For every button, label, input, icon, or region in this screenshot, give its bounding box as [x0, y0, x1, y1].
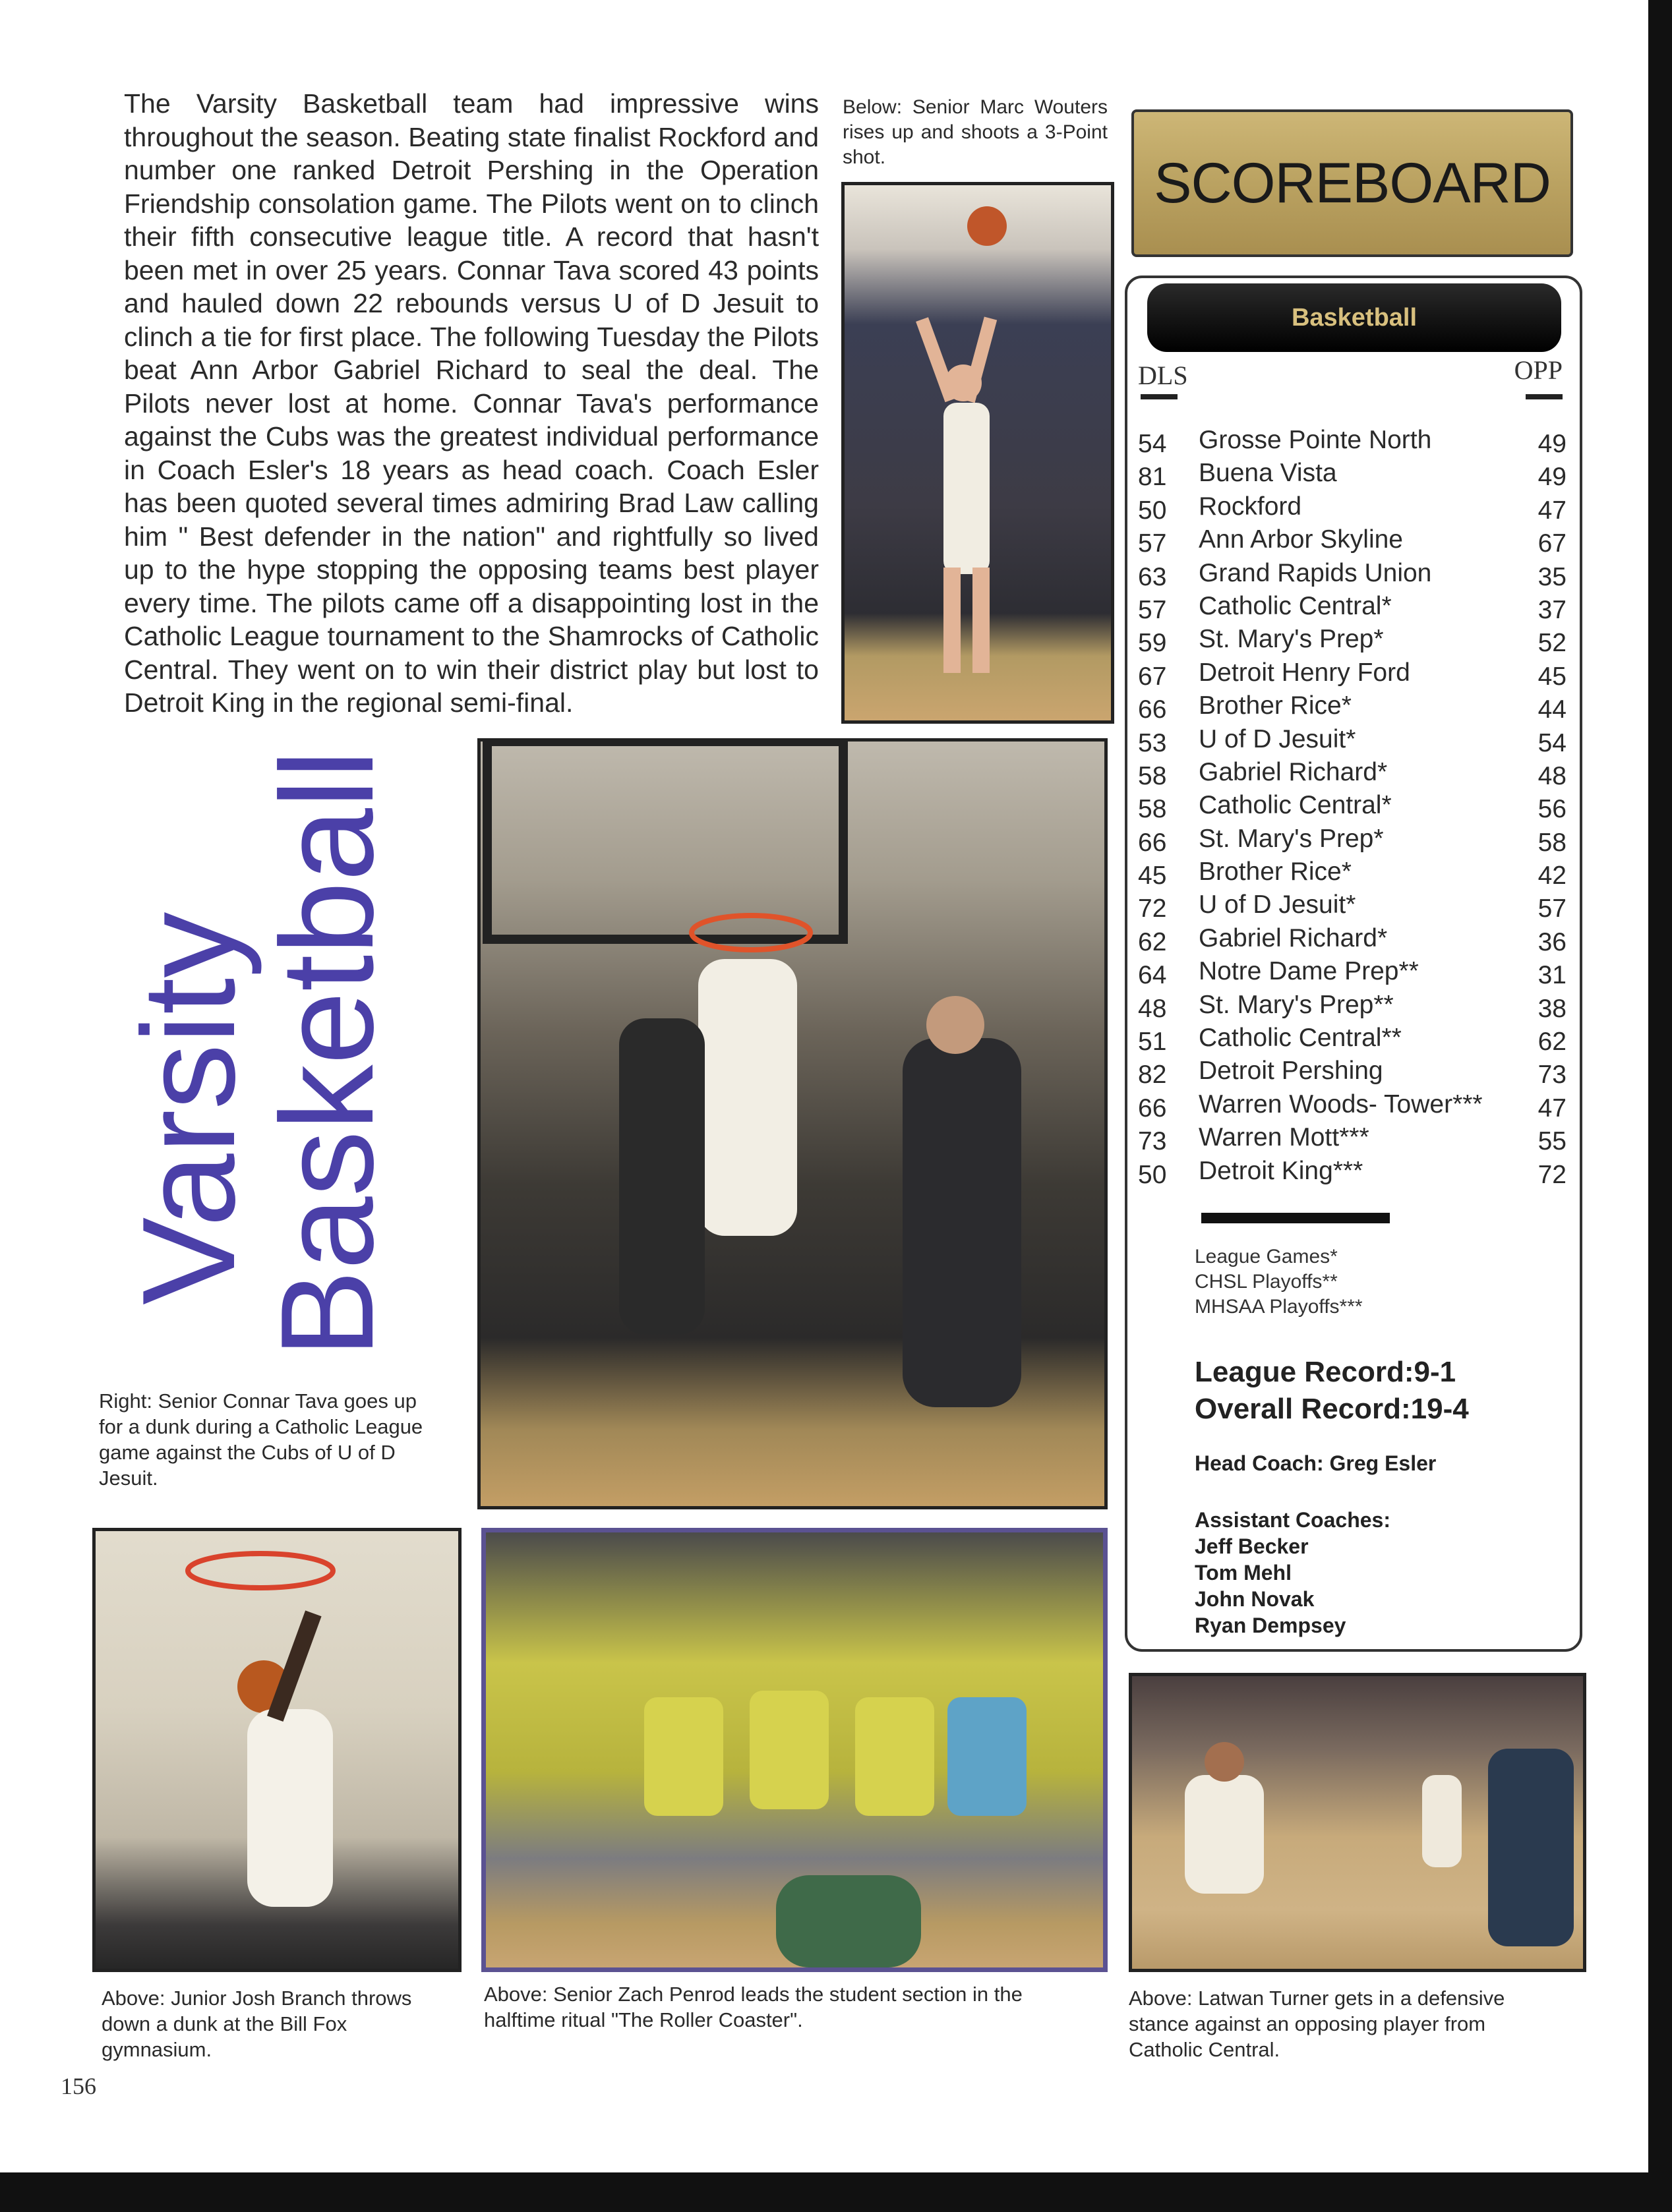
- game-row: [1138, 724, 1573, 762]
- records: [1195, 1354, 1469, 1428]
- opp-underline: [1526, 394, 1563, 399]
- opponent-name: Rockford: [1199, 492, 1302, 521]
- game-row: [1138, 923, 1573, 961]
- game-row: [1138, 1156, 1573, 1194]
- game-row: [1138, 426, 1573, 463]
- game-row: [1138, 757, 1573, 795]
- column-header-dls: DLS: [1138, 361, 1188, 390]
- dls-score: 51: [1138, 1028, 1167, 1057]
- scoreboard-title: SCOREBOARD: [1154, 151, 1551, 215]
- game-row: [1138, 990, 1573, 1028]
- sport-banner: [1147, 283, 1561, 352]
- opp-score: 57: [1538, 894, 1567, 923]
- dls-score: 63: [1138, 562, 1167, 591]
- opp-score: 45: [1538, 662, 1567, 691]
- roller-coaster-illustration: [486, 1532, 1103, 1967]
- opponent-name: Warren Woods- Tower***: [1199, 1090, 1483, 1119]
- game-row: [1138, 1057, 1573, 1093]
- sport-label: Basketball: [1291, 303, 1418, 332]
- title-line-basketball: Basketball: [254, 749, 401, 1358]
- games-list: [1138, 426, 1573, 1194]
- dls-score: 62: [1138, 927, 1167, 956]
- game-row: [1138, 858, 1573, 894]
- opponent-name: Detroit King***: [1199, 1156, 1363, 1185]
- game-row: [1138, 691, 1573, 728]
- assistant-heading: Assistant Coaches:: [1195, 1508, 1390, 1532]
- opponent-name: Catholic Central**: [1199, 1024, 1402, 1053]
- opponent-name: St. Mary's Prep**: [1199, 990, 1394, 1019]
- three-point-illustration: [845, 185, 1111, 720]
- opp-score: 56: [1538, 795, 1567, 824]
- dls-score: 82: [1138, 1061, 1167, 1090]
- dls-score: 54: [1138, 430, 1167, 458]
- dls-score: 67: [1138, 662, 1167, 691]
- opponent-name: Gabriel Richard*: [1199, 923, 1388, 952]
- game-row: [1138, 791, 1573, 828]
- opp-score: 58: [1538, 828, 1567, 857]
- assistant-name: Jeff Becker: [1195, 1534, 1309, 1558]
- opponent-name: U of D Jesuit*: [1199, 724, 1356, 753]
- opp-score: 42: [1538, 861, 1567, 890]
- game-row: [1138, 957, 1573, 994]
- dls-score: 50: [1138, 1160, 1167, 1189]
- three-point-photo: [841, 182, 1114, 724]
- game-row: [1138, 558, 1573, 596]
- title-line-varsity: Varsity: [115, 912, 262, 1305]
- turner-defense-illustration: [1132, 1676, 1583, 1969]
- opp-score: 52: [1538, 629, 1567, 658]
- dls-score: 72: [1138, 894, 1167, 923]
- opponent-name: Brother Rice*: [1199, 691, 1352, 720]
- legend-divider: [1201, 1213, 1390, 1223]
- tava-dunk-photo: [477, 738, 1108, 1509]
- opp-score: 62: [1538, 1028, 1567, 1057]
- tava-dunk-caption: Right: Senior Connar Tava goes up for a dunk during a Catholic League game against the Cubs of U of D Jesuit.: [99, 1389, 423, 1490]
- dls-score: 58: [1138, 761, 1167, 790]
- dls-score: 53: [1138, 728, 1167, 757]
- dls-score: 66: [1138, 695, 1167, 724]
- dls-underline: [1141, 394, 1178, 399]
- dls-score: 50: [1138, 496, 1167, 525]
- legend-mhsaa: MHSAA Playoffs***: [1195, 1296, 1363, 1318]
- assistant-name: Tom Mehl: [1195, 1561, 1292, 1585]
- opp-score: 55: [1538, 1127, 1567, 1156]
- assistant-name: Ryan Dempsey: [1195, 1614, 1346, 1637]
- opponent-name: Warren Mott***: [1199, 1123, 1369, 1152]
- game-row: [1138, 890, 1573, 927]
- turner-defense-photo: [1129, 1673, 1586, 1972]
- opp-score: 36: [1538, 927, 1567, 956]
- legend: [1195, 1244, 1363, 1320]
- dls-score: 57: [1138, 595, 1167, 624]
- game-row: [1138, 1090, 1573, 1127]
- opponent-name: Detroit Henry Ford: [1199, 658, 1410, 687]
- opponent-name: Brother Rice*: [1199, 858, 1352, 887]
- scoreboard-plate: [1131, 109, 1573, 257]
- game-row: [1138, 525, 1573, 562]
- intro-paragraph: The Varsity Basketball team had impressive wins throughout the season. Beating state finalist Rockford and number one ranked Detroit Pershing in the Operation Friendship consolation game. The Pilots went on to clinch their fifth consecutive league title. A record that hasn't been met in over 25 years. Connar Tava scored 43 points and hauled down 22 rebounds versus U of D Jesuit to clinch a tie for first place. The following Tuesday the Pilots beat Ann Arbor Gabriel Richard to seal the deal. The Pilots never lost at home. Connar Tava's performance against the Cubs was the greatest individual performance in Coach Esler's 18 years as head coach. Coach Esler has been quoted several times admiring Brad Law calling him " Best defender in the nation" and rightfully so lived up to the hype stopping the opposing teams best player every time. The pilots came off a disappointing lost in the Catholic League tournament to the Shamrocks of Catholic Central. They went on to win their district play but lost to Detroit King in the regional semi-final.: [124, 88, 819, 718]
- branch-dunk-illustration: [96, 1531, 458, 1969]
- opp-score: 38: [1538, 994, 1567, 1023]
- scoreboard-box: [1125, 276, 1582, 1652]
- opp-score: 67: [1538, 529, 1567, 558]
- dls-score: 48: [1138, 994, 1167, 1023]
- legend-chsl: CHSL Playoffs**: [1195, 1271, 1338, 1293]
- roller-coaster-caption: Above: Senior Zach Penrod leads the student section in the halftime ritual "The Roller Coaster".: [484, 1983, 1023, 2031]
- game-row: [1138, 658, 1573, 695]
- page-title: [115, 749, 401, 1358]
- opp-score: 49: [1538, 463, 1567, 492]
- opp-score: 72: [1538, 1160, 1567, 1189]
- branch-dunk-photo: [92, 1528, 462, 1972]
- dls-score: 66: [1138, 828, 1167, 857]
- dls-score: 64: [1138, 961, 1167, 990]
- game-row: [1138, 1024, 1573, 1061]
- game-row: [1138, 625, 1573, 662]
- dls-score: 59: [1138, 629, 1167, 658]
- league-record: League Record:9-1: [1195, 1356, 1456, 1388]
- opponent-name: Grosse Pointe North: [1199, 426, 1432, 454]
- opponent-name: Catholic Central*: [1199, 591, 1392, 620]
- branch-dunk-caption: Above: Junior Josh Branch throws down a dunk at the Bill Fox gymnasium.: [102, 1987, 412, 2061]
- opponent-name: U of D Jesuit*: [1199, 890, 1356, 919]
- opponent-name: St. Mary's Prep*: [1199, 625, 1384, 654]
- opponent-name: St. Mary's Prep*: [1199, 824, 1384, 853]
- page-edge: [1648, 0, 1672, 2212]
- opponent-name: Gabriel Richard*: [1199, 757, 1388, 786]
- assistant-coaches: [1195, 1507, 1390, 1639]
- opp-score: 31: [1538, 961, 1567, 990]
- opp-score: 48: [1538, 761, 1567, 790]
- dls-score: 57: [1138, 529, 1167, 558]
- dls-score: 45: [1138, 861, 1167, 890]
- dls-score: 66: [1138, 1093, 1167, 1122]
- opponent-name: Notre Dame Prep**: [1199, 957, 1419, 986]
- dls-score: 73: [1138, 1127, 1167, 1156]
- opponent-name: Buena Vista: [1199, 459, 1337, 488]
- opp-score: 49: [1538, 430, 1567, 458]
- opp-score: 47: [1538, 496, 1567, 525]
- opp-score: 37: [1538, 595, 1567, 624]
- three-point-caption: Below: Senior Marc Wouters rises up and shoots a 3-Point shot.: [843, 96, 1108, 168]
- turner-defense-caption: Above: Latwan Turner gets in a defensive stance against an opposing player from Catholic Central.: [1129, 1987, 1505, 2061]
- opp-score: 73: [1538, 1061, 1567, 1090]
- roller-coaster-photo: [481, 1528, 1108, 1972]
- opponent-name: Detroit Pershing: [1199, 1057, 1383, 1086]
- page-bottom-band: [0, 2172, 1672, 2212]
- column-header-opp: OPP: [1514, 355, 1563, 385]
- opp-score: 35: [1538, 562, 1567, 591]
- game-row: [1138, 459, 1573, 496]
- assistant-name: John Novak: [1195, 1587, 1315, 1611]
- opp-score: 47: [1538, 1093, 1567, 1122]
- page-number: 156: [61, 2073, 96, 2099]
- dls-score: 81: [1138, 463, 1167, 492]
- overall-record: Overall Record:19-4: [1195, 1393, 1469, 1425]
- head-coach: Head Coach: Greg Esler: [1195, 1451, 1437, 1475]
- opponent-name: Ann Arbor Skyline: [1199, 525, 1404, 554]
- opponent-name: Grand Rapids Union: [1199, 558, 1432, 587]
- game-row: [1138, 591, 1573, 629]
- legend-league: League Games*: [1195, 1246, 1338, 1267]
- opponent-name: Catholic Central*: [1199, 791, 1392, 820]
- dls-score: 58: [1138, 795, 1167, 824]
- opp-score: 44: [1538, 695, 1567, 724]
- game-row: [1138, 492, 1573, 529]
- game-row: [1138, 824, 1573, 861]
- tava-dunk-illustration: [481, 742, 1104, 1506]
- game-row: [1138, 1123, 1573, 1160]
- opp-score: 54: [1538, 728, 1567, 757]
